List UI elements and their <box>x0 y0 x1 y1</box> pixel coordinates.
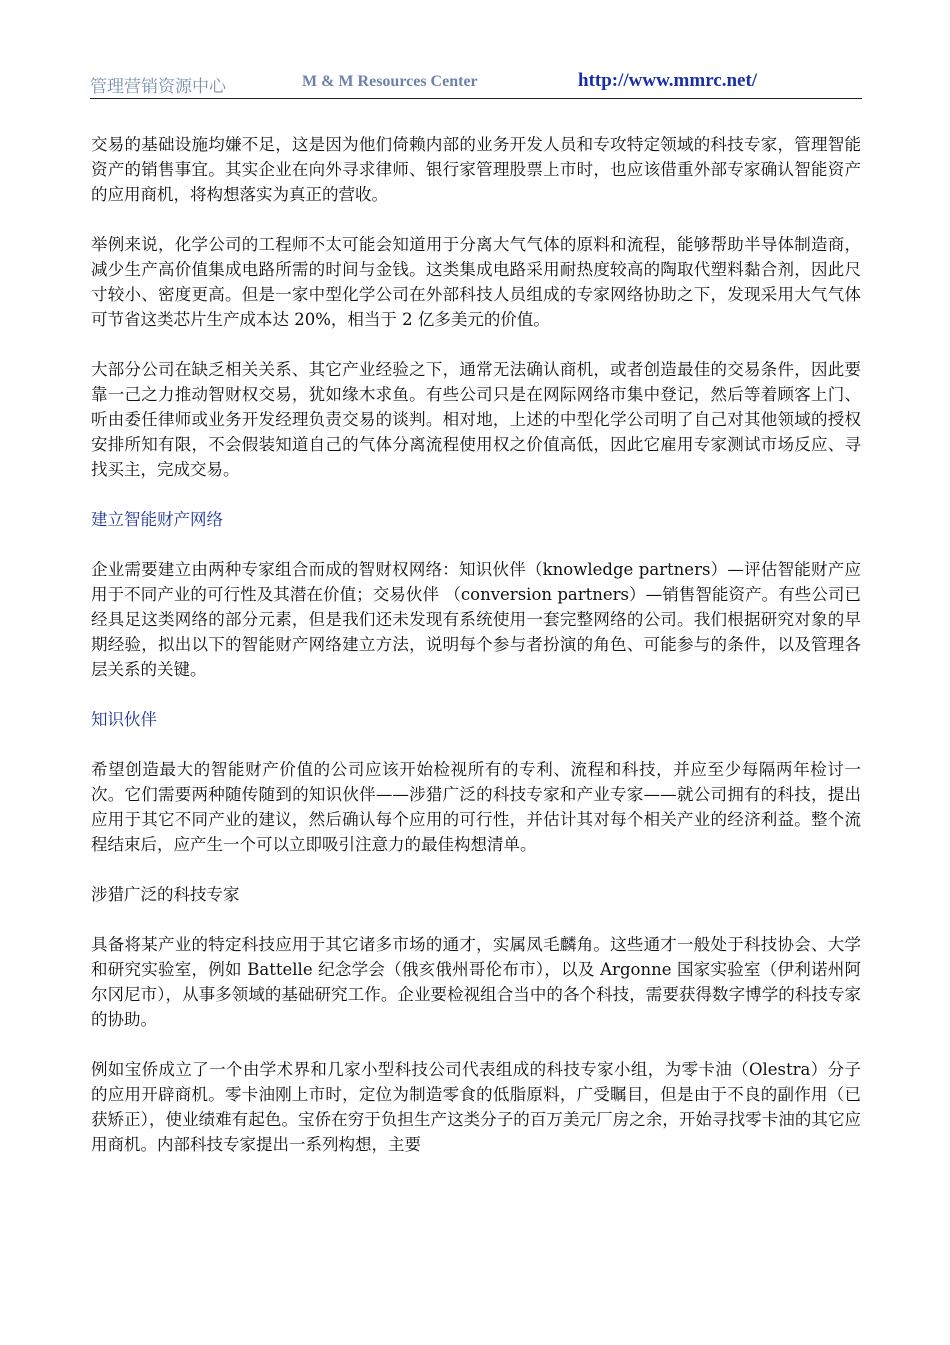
paragraph: 例如宝侨成立了一个由学术界和几家小型科技公司代表组成的科技专家小组，为零卡油（Olestra）分子的应用开辟商机。零卡油刚上市时，定位为制造零食的低脂原料，广受瞩目，但是由于不良的副作用（已获矫正），使业绩难有起色。宝侨在穷于负担生产这类分子的百万美元厂房之余，开始寻找零卡油的其它应用商机。内部科技专家提出一系列构想，主要 <box>91 1060 861 1154</box>
paragraph: 具备将某产业的特定科技应用于其它诸多市场的通才，实属凤毛麟角。这些通才一般处于科技协会、大学和研究实验室，例如 Battelle 纪念学会（俄亥俄州哥伦布市），以及 Argonne 国家实验室（伊利诺州阿尔冈尼市），从事多领域的基础研究工作。企业要检视组合当中的各个科技，需要获得数字博学的科技专家的协助。 <box>91 935 861 1029</box>
paragraph: 希望创造最大的智能财产价值的公司应该开始检视所有的专利、流程和科技，并应至少每隔两年检讨一次。它们需要两种随传随到的知识伙伴——涉猎广泛的科技专家和产业专家——就公司拥有的科技，提出应用于其它不同产业的建议，然后确认每个应用的可行性，并估计其对每个相关产业的经济利益。整个流程结束后，应产生一个可以立即吸引注意力的最佳构想清单。 <box>91 760 861 854</box>
section-heading: 知识伙伴 <box>91 710 157 729</box>
header-url-link[interactable]: http://www.mmrc.net/ <box>578 70 758 91</box>
paragraph: 企业需要建立由两种专家组合而成的智财权网络：知识伙伴（knowledge partners）—评估智能财产应用于不同产业的可行性及其潜在价值；交易伙伴 （conversion partners）—销售智能资产。有些公司已经具足这类网络的部分元素，但是我们还未发现有系统使用一套完整网络的公司。我们根据研究对象的早期经验，拟出以下的智能财产网络建立方法，说明每个参与者扮演的角色、可能参与的条件，以及管理各层关系的关键。 <box>91 560 861 679</box>
paragraph: 交易的基础设施均嫌不足，这是因为他们倚赖内部的业务开发人员和专攻特定领域的科技专家，管理智能资产的销售事宜。其实企业在向外寻求律师、银行家管理股票上市时，也应该借重外部专家确认智能资产的应用商机，将构想落实为真正的营收。 <box>91 135 861 204</box>
header-org-cn: 管理营销资源中心 <box>90 77 226 97</box>
header-org-en: M & M Resources Center <box>302 73 478 90</box>
paragraph: 大部分公司在缺乏相关关系、其它产业经验之下，通常无法确认商机，或者创造最佳的交易条件，因此要靠一己之力推动智财权交易，犹如缘木求鱼。有些公司只是在网际网络市集中登记，然后等着顾客上门、听由委任律师或业务开发经理负责交易的谈判。相对地，上述的中型化学公司明了自己对其他领域的授权安排所知有限，不会假装知道自己的气体分离流程使用权之价值高低，因此它雇用专家测试市场反应、寻找买主，完成交易。 <box>91 360 861 479</box>
page-header <box>90 70 862 99</box>
paragraph: 举例来说，化学公司的工程师不太可能会知道用于分离大气气体的原料和流程，能够帮助半导体制造商，减少生产高价值集成电路所需的时间与金钱。这类集成电路采用耐热度较高的陶取代塑料黏合剂，因此尺寸较小、密度更高。但是一家中型化学公司在外部科技人员组成的专家网络协助之下，发现采用大气气体可节省这类芯片生产成本达 20%，相当于 2 亿多美元的价值。 <box>91 235 861 329</box>
document-body <box>91 132 861 1182</box>
section-heading: 建立智能财产网络 <box>91 510 223 529</box>
sub-heading: 涉猎广泛的科技专家 <box>91 885 240 904</box>
